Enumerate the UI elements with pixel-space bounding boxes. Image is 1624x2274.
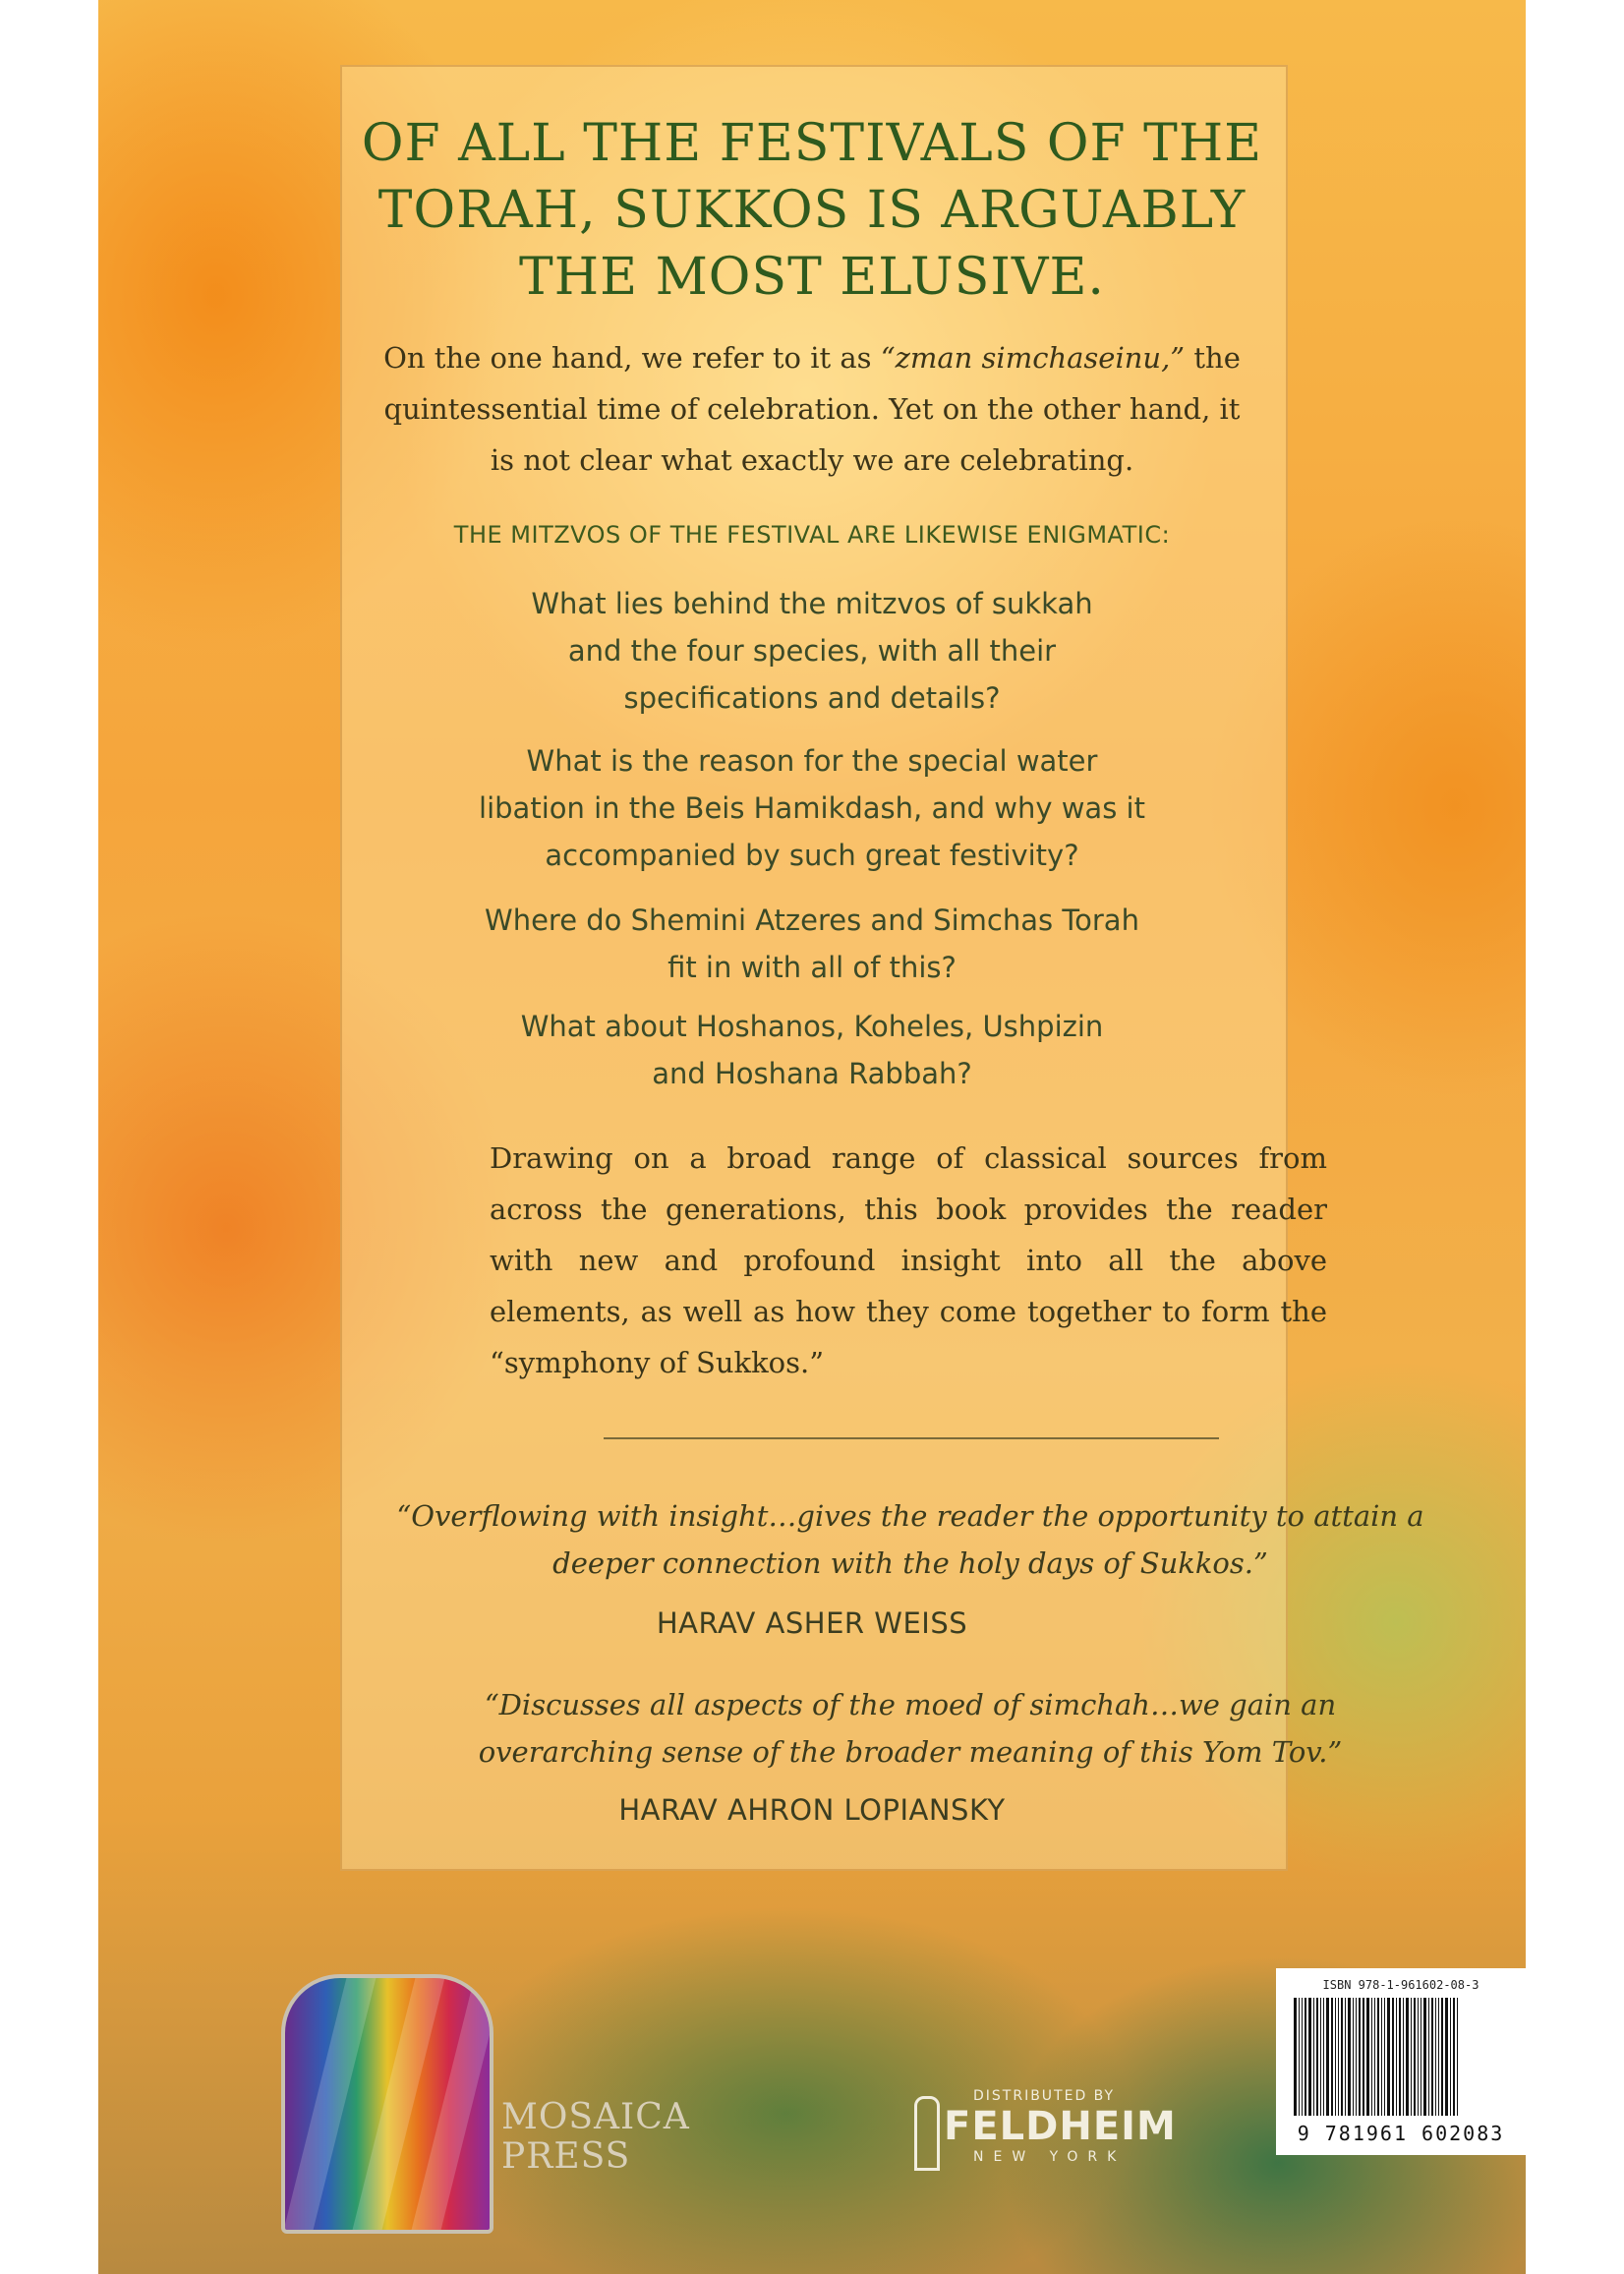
barcode-bar [1326,1998,1329,2116]
endorsement-quote: “Discusses all aspects of the moed of simchah…we gain an overarching sense of the broader meaning of this Yom Tov.” [478,1688,1343,1769]
barcode-bar [1445,1998,1448,2116]
distributor-city: NEW YORK [973,2149,1127,2165]
endorsement-attribution: HARAV AHRON LOPIANSKY [618,1793,1006,1827]
barcode-bar [1392,1998,1394,2116]
mosaic-tablet-logo-icon [281,1974,493,2234]
barcode-bar [1348,1998,1351,2116]
barcode-bar [1302,1998,1303,2116]
barcode-bar [1374,1998,1375,2116]
barcode-bar [1359,1998,1361,2116]
barcode-bar [1414,1998,1416,2116]
book-back-cover [98,0,1526,2274]
barcode-bar [1399,1998,1401,2116]
menorah-icon [914,2096,940,2171]
barcode-bar [1308,1998,1311,2116]
barcode-bar [1341,1998,1343,2116]
publisher-line: MOSAICA [501,2097,690,2137]
barcode-bar [1396,1998,1397,2116]
divider [604,1437,1219,1439]
isbn-barcode [1276,1968,1526,2155]
question-line: specifications and details? [623,681,1001,715]
barcode-bar [1316,1998,1318,2116]
question-line: accompanied by such great festivity? [545,839,1079,872]
barcode-bar [1320,1998,1321,2116]
question-line: What is the reason for the special water [526,744,1098,778]
barcode-bar [1345,1998,1346,2116]
barcode-bar [1353,1998,1354,2116]
headline [98,110,1526,311]
endorsement-attribution: HARAV ASHER WEISS [656,1606,968,1640]
barcode-bar [1305,1998,1306,2116]
barcode-bar [1366,1998,1369,2116]
barcode-bar [1371,1998,1372,2116]
question [98,1003,1526,1097]
question [98,737,1526,879]
question-line: What lies behind the mitzvos of sukkah [531,587,1093,620]
question [98,897,1526,991]
barcode-bar [1384,1998,1385,2116]
barcode-bar [1377,1998,1379,2116]
mitzvos-heading: THE MITZVOS OF THE FESTIVAL ARE LIKEWISE ENIGMATIC: [453,521,1171,549]
publisher-line: PRESS [501,2136,631,2177]
barcode-bar [1387,1998,1390,2116]
barcode-bar [1403,1998,1404,2116]
barcode-bar [1435,1998,1436,2116]
barcode-bar [1338,1998,1339,2116]
question-line: and the four species, with all their [567,634,1057,668]
intro-text: On the one hand, we refer to it as [383,341,881,375]
barcode-bar [1428,1998,1429,2116]
question-line: fit in with all of this? [667,951,957,984]
barcode-bar [1441,1998,1443,2116]
barcode-bar [1423,1998,1426,2116]
barcode-bar [1381,1998,1382,2116]
question-line: What about Hoshanos, Koheles, Ushpizin [520,1010,1104,1043]
barcode-bar [1356,1998,1357,2116]
question [98,580,1526,722]
barcode-bar [1450,1998,1451,2116]
barcode-bar [1323,1998,1324,2116]
isbn-label: ISBN 978-1-961602-08-3 [1322,1978,1479,1992]
barcode-bar [1431,1998,1433,2116]
barcode-bar [1299,1998,1300,2116]
barcode-bar [1411,1998,1412,2116]
question-line: and Hoshana Rabbah? [652,1057,972,1090]
publisher-name [501,2098,690,2177]
intro-text: the quintessential time of celebration. Yet on the other hand, it is not clear what exactly we are celebrating. [383,341,1241,477]
barcode-bar [1438,1998,1439,2116]
barcode-bar [1363,1998,1364,2116]
barcode-bar [1294,1998,1297,2116]
distributor-logo [944,2088,1177,2165]
headline-line: THE MOST ELUSIVE. [519,248,1105,307]
distributor-name: FELDHEIM [944,2104,1177,2149]
barcode-bar [1418,1998,1419,2116]
question-line: libation in the Beis Hamikdash, and why was it [479,791,1145,825]
barcode-bar [1406,1998,1409,2116]
headline-line: OF ALL THE FESTIVALS OF THE [361,114,1263,173]
isbn-number: 9 781961 602083 [1297,2122,1505,2145]
endorsement-quote: “Overflowing with insight…gives the reader the opportunity to attain a deeper connection with the holy days of Sukkos.” [396,1499,1424,1580]
barcode-bar [1313,1998,1314,2116]
barcode-bar [1335,1998,1336,2116]
summary-paragraph: Drawing on a broad range of classical sources from across the generations, this book provides the reader with new and profound insight into all the above elements, as well as how they come together to form the “symphony of Sukkos.” [490,1141,1327,1379]
barcode-bar [1453,1998,1455,2116]
headline-line: TORAH, SUKKOS IS ARGUABLY [377,181,1247,240]
barcode-bars [1294,1998,1508,2116]
intro-italic: “zman simchaseinu,” [880,341,1186,375]
barcode-bar [1331,1998,1333,2116]
intro-paragraph [383,332,1241,486]
question-line: Where do Shemini Atzeres and Simchas Torah [485,904,1139,937]
distributor-label: DISTRIBUTED BY [973,2088,1116,2104]
barcode-bar [1457,1998,1458,2116]
